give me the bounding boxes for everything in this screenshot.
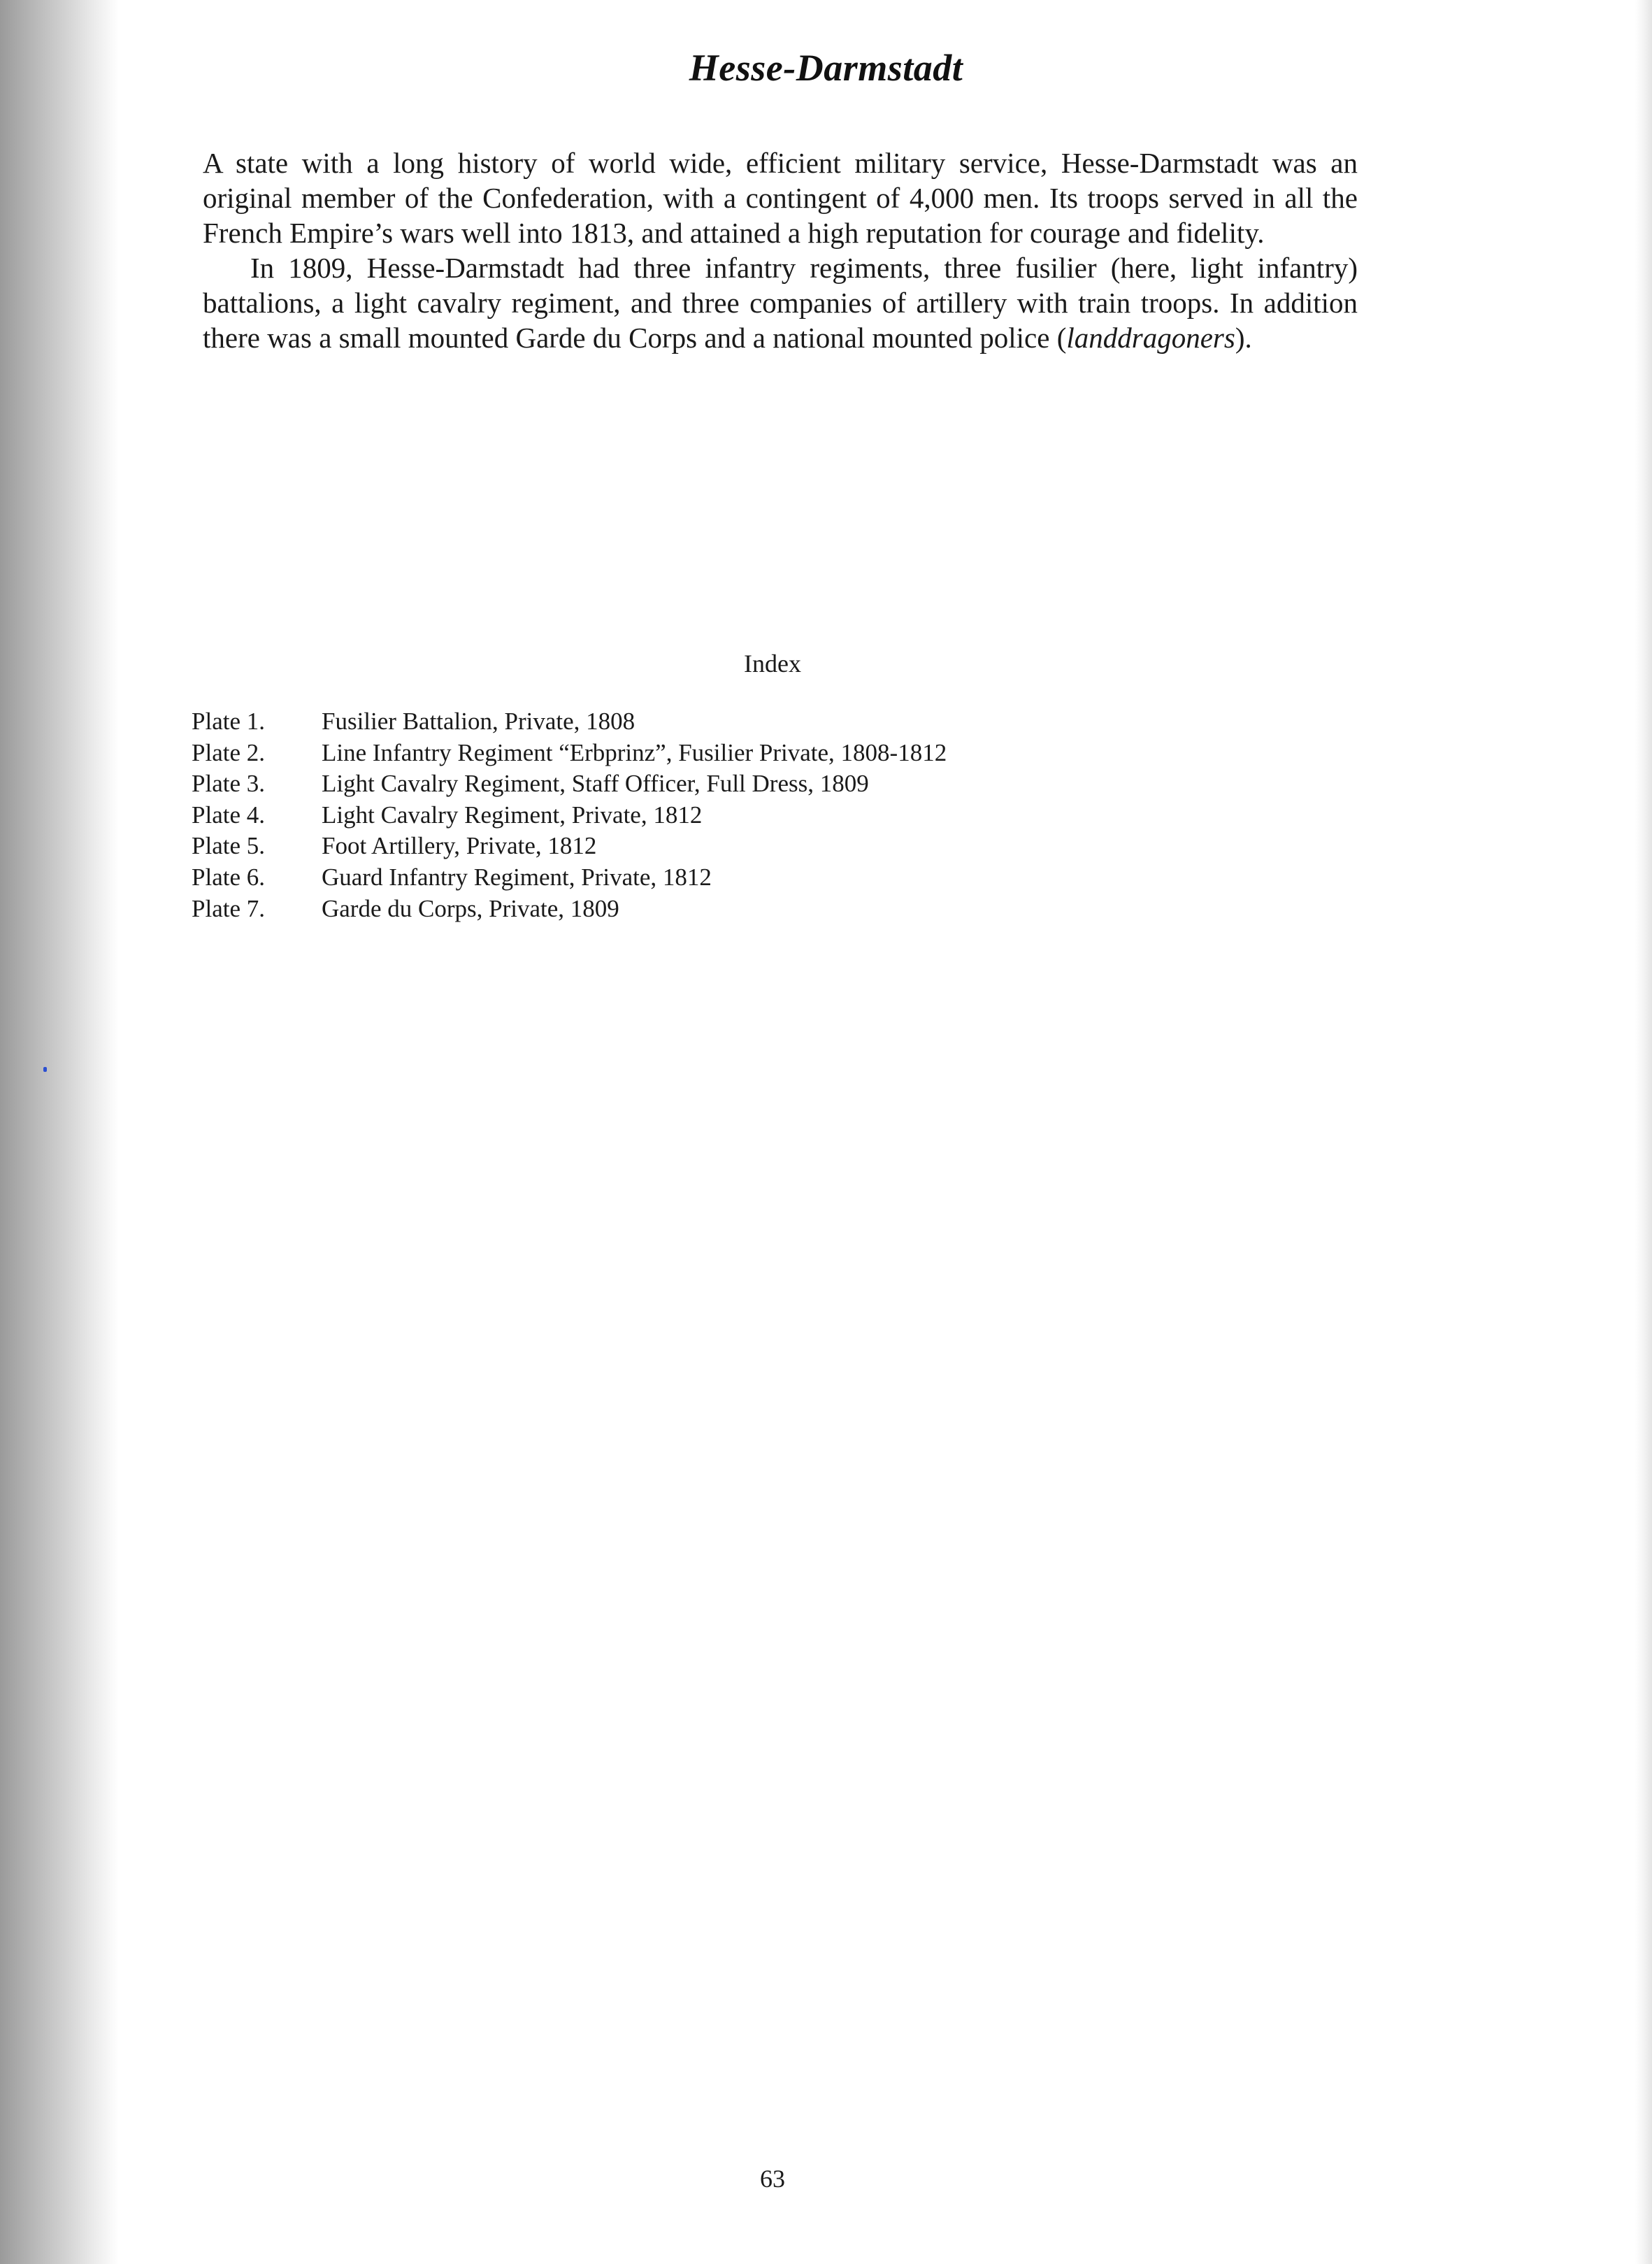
plate-label: Plate 1. [192, 708, 265, 735]
page-title: Hesse-Darmstadt [689, 47, 963, 89]
plate-title: Light Cavalry Regiment, Staff Officer, Full Dress, 1809 [322, 770, 869, 798]
ink-speck [43, 1067, 47, 1072]
plate-title: Fusilier Battalion, Private, 1808 [322, 708, 635, 735]
plate-title: Garde du Corps, Private, 1809 [322, 894, 619, 922]
landdragoners-term: landdragoners [1066, 322, 1235, 354]
plate-entry [192, 800, 1310, 831]
plate-title: Light Cavalry Regiment, Private, 1812 [322, 801, 703, 829]
index-heading: Index [744, 650, 801, 678]
plate-entry [192, 738, 1310, 769]
plate-entry [192, 862, 1310, 894]
plate-label: Plate 6. [192, 863, 265, 891]
page-number: 63 [760, 2165, 785, 2193]
intro-paragraph-2 [203, 250, 1358, 355]
plate-label: Plate 7. [192, 894, 265, 922]
plate-index-list [192, 706, 1310, 924]
plate-entry [192, 706, 1310, 738]
page-gutter-shadow [0, 0, 119, 2264]
intro-paragraph-2-end: ). [1235, 322, 1252, 354]
plate-title: Line Infantry Regiment “Erbprinz”, Fusilier Private, 1808-1812 [322, 738, 947, 766]
plate-label: Plate 2. [192, 738, 265, 766]
plate-label: Plate 5. [192, 832, 265, 860]
page-right-edge [1635, 0, 1652, 2264]
plate-entry [192, 831, 1310, 862]
plate-label: Plate 4. [192, 801, 265, 829]
plate-title: Foot Artillery, Private, 1812 [322, 832, 597, 860]
intro-paragraph-2-text: In 1809, Hesse-Darmstadt had three infantry regiments, three fusilier (here, light infantry) battalions, a light cavalry regiment, and three companies of artillery with train troops. In addition there was a small mounted Garde du Corps and a national mounted police ( [203, 252, 1358, 354]
intro-paragraph-1: A state with a long history of world wide, efficient military service, Hesse-Darmstadt was an original member of the Confederation, with a contingent of 4,000 men. Its troops served in all the French Empire’s wars well into 1813, and attained a high reputation for courage and fidelity. [203, 147, 1358, 249]
plate-title: Guard Infantry Regiment, Private, 1812 [322, 863, 712, 891]
plate-label: Plate 3. [192, 770, 265, 798]
plate-entry [192, 768, 1310, 800]
plate-entry [192, 894, 1310, 925]
intro-text [203, 145, 1358, 355]
